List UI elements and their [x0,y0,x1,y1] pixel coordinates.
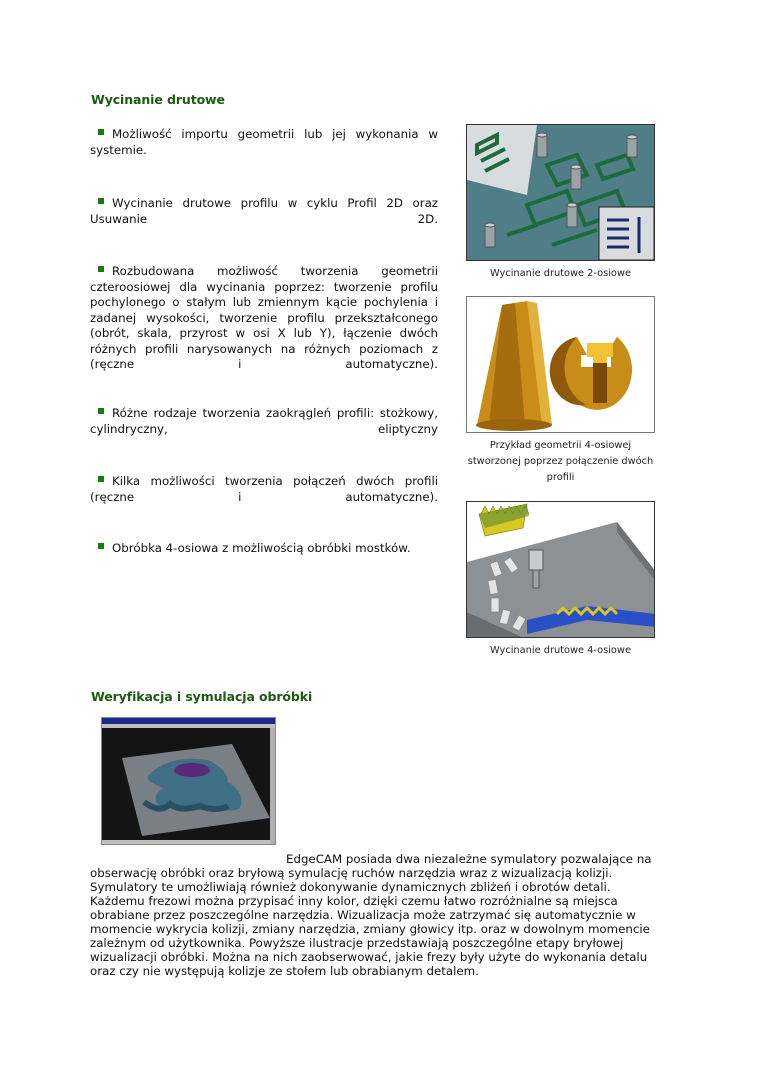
bullet-text: Wycinanie drutowe profilu w cyklu Profil 2D oraz Usuwanie 2D. [90,196,438,226]
bullet-icon [98,476,104,482]
figure-simulation [101,717,276,845]
figure-4axis-wire [466,501,655,638]
bullet-item [90,196,438,227]
bullet-item [90,127,438,158]
bullet-item [90,406,438,437]
bullet-icon [98,129,104,135]
bullet-text: Kilka możliwości tworzenia połączeń dwóch profili (ręczne i automatyczne). [90,474,438,504]
figure-caption: Wycinanie drutowe 2-osiowe [490,268,631,279]
bullet-icon [98,543,104,549]
figure-4axis-wire-image [467,502,655,638]
section-heading-wire: Wycinanie drutowe [91,92,225,107]
figure-4axis-geometry [466,296,655,433]
figure-2axis-wire [466,124,655,261]
figure-2axis-image [467,125,655,261]
figure-caption: Wycinanie drutowe 4-osiowe [490,645,631,656]
figure-simulation-image [102,718,276,845]
figure-caption: Przykład geometrii 4-osiowej stworzonej poprzez połączenie dwóch profili [467,440,654,483]
figure-4axis-geometry-image [467,297,655,433]
bullet-text: Możliwość importu geometrii lub jej wykonania w systemie. [90,127,438,157]
bullet-icon [98,266,104,272]
bullet-text: Różne rodzaje tworzenia zaokrągleń profili: stożkowy, cylindryczny, eliptyczny [90,406,438,436]
bullet-icon [98,408,104,414]
bullet-item [90,264,438,373]
bullet-text: Obróbka 4-osiowa z możliwością obróbki mostków. [112,541,411,555]
bullet-text: Rozbudowana możliwość tworzenia geometrii czteroosiowej dla wycinania poprzez: tworzenie profilu pochylonego o stałym lub zmiennym kącie pochylenia i zadanej wysokości, tworzenie profilu przekształconego (obrót, skala, przyrost w osi X lub Y), łączenie dwóch różnych profili narysowanych na różnych poziomach z (ręczne i automatyczne). [90,264,438,371]
paragraph-first-line: EdgeCAM posiada dwa niezależne symulatory pozwalające na [286,852,652,866]
bullet-item [90,474,438,505]
section-heading-sim: Weryfikacja i symulacja obróbki [91,689,313,704]
bullet-item [90,541,438,557]
paragraph-rest: obserwację obróbki oraz bryłową symulację ruchów narzędzia wraz z wizualizacją kolizji. Symulatory te umożliwiają również dokonywanie dynamicznych zbliżeń i obrotów detali. Każdemu frezowi można przypisać inny kolor, dzięki czemu łatwo rozróżnialne są miejsca obrabiane przez poszczególne narzędzia. Wizualizacja może zatrzymać się automatycznie w momencie wykrycia kolizji, zmiany narzędzia, zmiany głowicy itp. oraz w dowolnym momencie zależnym od użytkownika. Powyższe ilustracje przedstawiają poszczególne etapy bryłowej wizualizacji obróbki. Można na nich zaobserwować, jakie frezy były użyte do wykonania detalu oraz czy nie występują kolizje ze stołem lub obrabianym detalem. [90,866,650,978]
simulation-paragraph [90,852,660,978]
bullet-icon [98,198,104,204]
